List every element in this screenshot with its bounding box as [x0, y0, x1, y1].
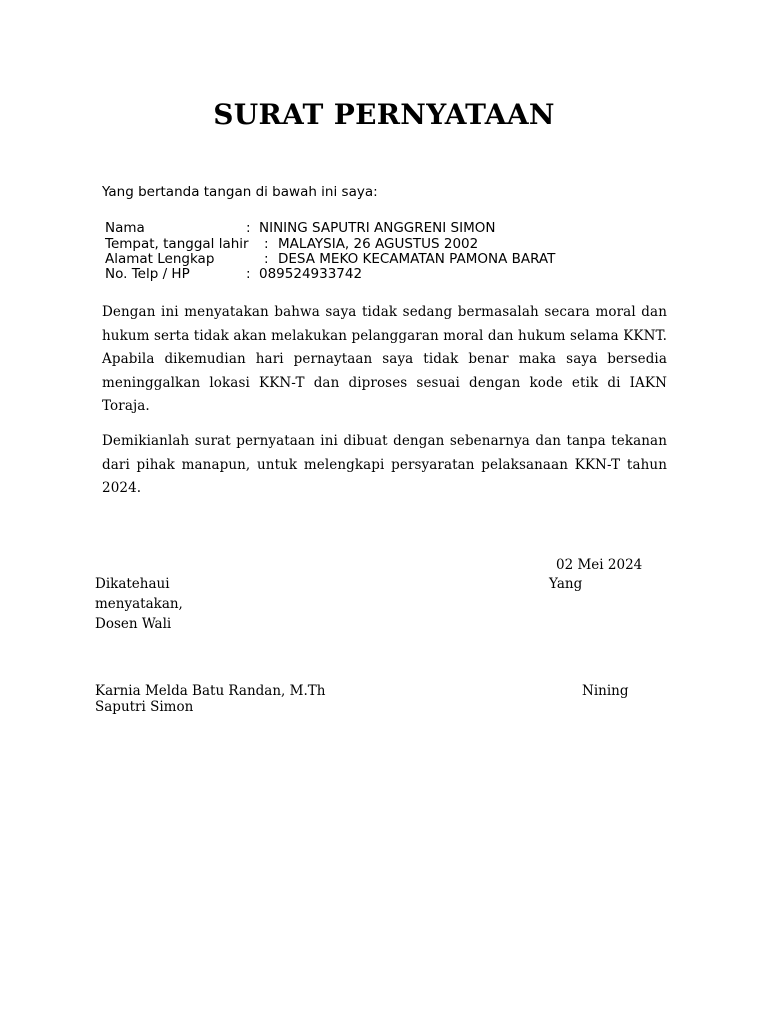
identity-label-telp: No. Telp / HP [105, 266, 190, 282]
lecturer-name: Karnia Melda Batu Randan, M.Th [95, 683, 326, 699]
identity-label-alamat: Alamat Lengkap [105, 251, 215, 267]
identity-value-nama: NINING SAPUTRI ANGGRENI SIMON [259, 220, 496, 236]
identity-value-alamat: DESA MEKO KECAMATAN PAMONA BARAT [278, 251, 556, 267]
statement-paragraph: Dengan ini menyatakan bahwa saya tidak sedang bermasalah secara moral dan hukum serta tidak akan melakukan pelanggaran moral dan hukum selama KKNT. Apabila dikemudian hari pernaytaan saya tidak benar maka saya bersedia meninggalkan lokasi KKN-T dan diproses sesuai dengan kode etik di IAKN Toraja. [102, 304, 667, 414]
intro-text: Yang bertanda tangan di bawah ini saya: [102, 184, 378, 200]
declarant-label-menyatakan: menyatakan, [95, 596, 183, 612]
identity-sep-nama: : [246, 220, 251, 236]
identity-sep-ttl: : [264, 236, 269, 252]
declarant-label-yang: Yang [549, 576, 583, 592]
document-title: SURAT PERNYATAAN [213, 98, 555, 131]
identity-sep-telp: : [246, 266, 251, 282]
identity-value-telp: 089524933742 [259, 266, 363, 282]
identity-value-ttl: MALAYSIA, 26 AGUSTUS 2002 [278, 236, 479, 252]
identity-label-nama: Nama [105, 220, 145, 236]
closing-paragraph: Demikianlah surat pernyataan ini dibuat dengan sebenarnya dan tanpa tekanan dari pihak manapun, untuk melengkapi persyaratan pelaksanaan KKN-T tahun 2024. [102, 433, 667, 496]
known-by-label: Dikatehaui [95, 576, 170, 592]
identity-sep-alamat: : [264, 251, 269, 267]
declarant-name-first: Nining [582, 683, 629, 699]
identity-label-ttl: Tempat, tanggal lahir [105, 236, 249, 252]
declarant-name-rest: Saputri Simon [95, 699, 194, 715]
letter-date: 02 Mei 2024 [556, 557, 643, 573]
lecturer-role: Dosen Wali [95, 616, 172, 632]
